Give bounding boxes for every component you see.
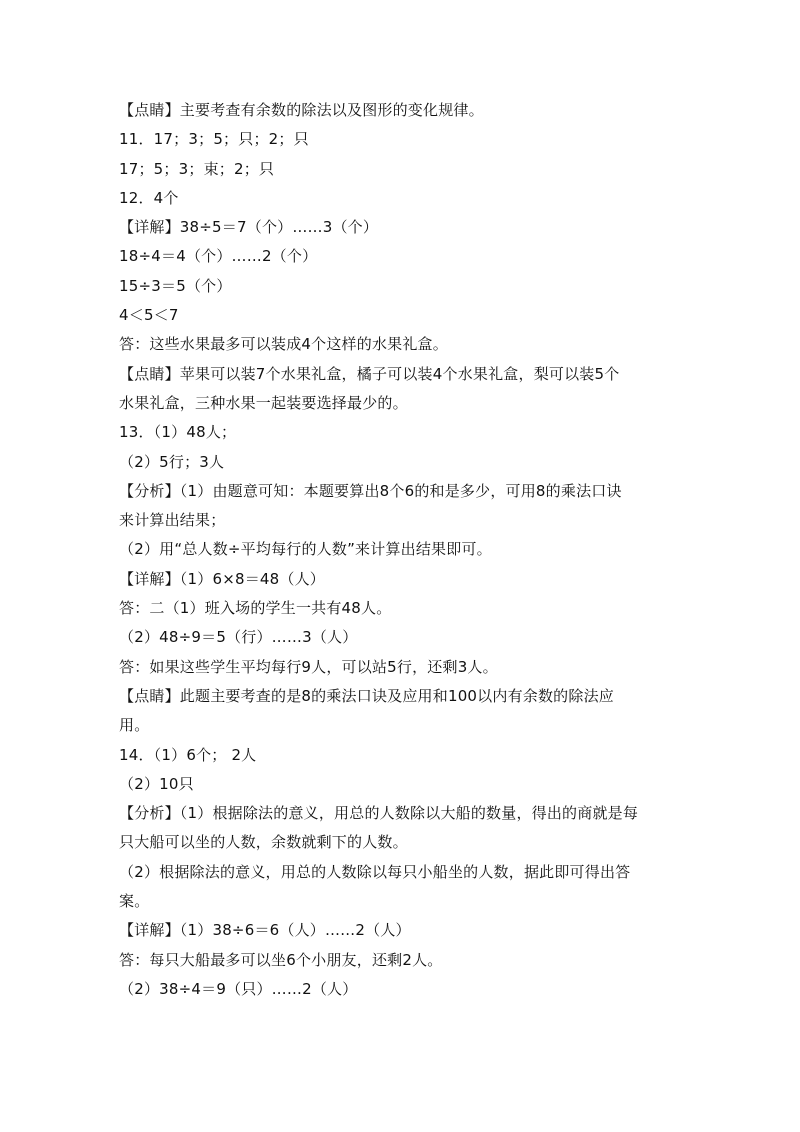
text-line: 【详解】（1）6×8＝48（人）	[119, 569, 325, 588]
text-line: 17；5；3；束；2；只	[119, 159, 275, 178]
text-line: 【分析】（1）由题意可知：本题要算出8个6的和是多少，可用8的乘法口诀	[119, 481, 622, 500]
text-line: 4＜5＜7	[119, 306, 179, 325]
text-line: 18÷4＝4（个）……2（个）	[119, 247, 318, 266]
text-line: 【详解】（1）38÷6＝6（人）……2（人）	[119, 921, 411, 940]
text-line: 【点睛】主要考查有余数的除法以及图形的变化规律。	[119, 101, 484, 119]
text-line: 答：每只大船最多可以坐6个小朋友，还剩2人。	[119, 950, 443, 969]
text-line: 【分析】（1）根据除法的意义，用总的人数除以大船的数量，得出的商就是每	[119, 804, 639, 823]
text-line: （2）根据除法的意义，用总的人数除以每只小船坐的人数，据此即可得出答	[119, 862, 631, 881]
text-line: （2）10只	[119, 774, 194, 793]
text-line: 11．17；3；5；只；2；只	[119, 130, 309, 149]
text-line: 答：二（1）班入场的学生一共有48人。	[119, 599, 392, 618]
text-line: （2）用“总人数÷平均每行的人数”来计算出结果即可。	[119, 540, 492, 559]
text-line: 来计算出结果；	[119, 511, 226, 530]
text-line: （2）48÷9＝5（行）……3（人）	[119, 628, 358, 647]
text-line: 12．4个	[119, 188, 179, 207]
text-line: 只大船可以坐的人数，余数就剩下的人数。	[119, 833, 408, 852]
text-line: 水果礼盒，三种水果一起装要选择最少的。	[119, 393, 408, 412]
text-line: 答：如果这些学生平均每行9人，可以站5行，还剩3人。	[119, 657, 498, 676]
text-line: 【点睛】苹果可以装7个水果礼盒，橘子可以装4个水果礼盒，梨可以装5个	[119, 364, 620, 383]
text-line: （2）38÷4＝9（只）……2（人）	[119, 979, 358, 998]
text-line: （2）5行；3人	[119, 452, 225, 471]
text-line: 15÷3＝5（个）	[119, 276, 232, 295]
text-line: 【详解】38÷5＝7（个）……3（个）	[119, 218, 379, 237]
text-line: 案。	[119, 892, 150, 911]
text-line: 答：这些水果最多可以装成4个这样的水果礼盒。	[119, 335, 448, 354]
text-line: 用。	[119, 716, 150, 735]
text-line: 【点睛】此题主要考查的是8的乘法口诀及应用和100以内有余数的除法应	[119, 686, 614, 705]
text-line: 14．（1）6个； 2人	[119, 745, 257, 764]
document-body	[119, 96, 699, 1004]
text-line: 13．（1）48人；	[119, 423, 237, 442]
